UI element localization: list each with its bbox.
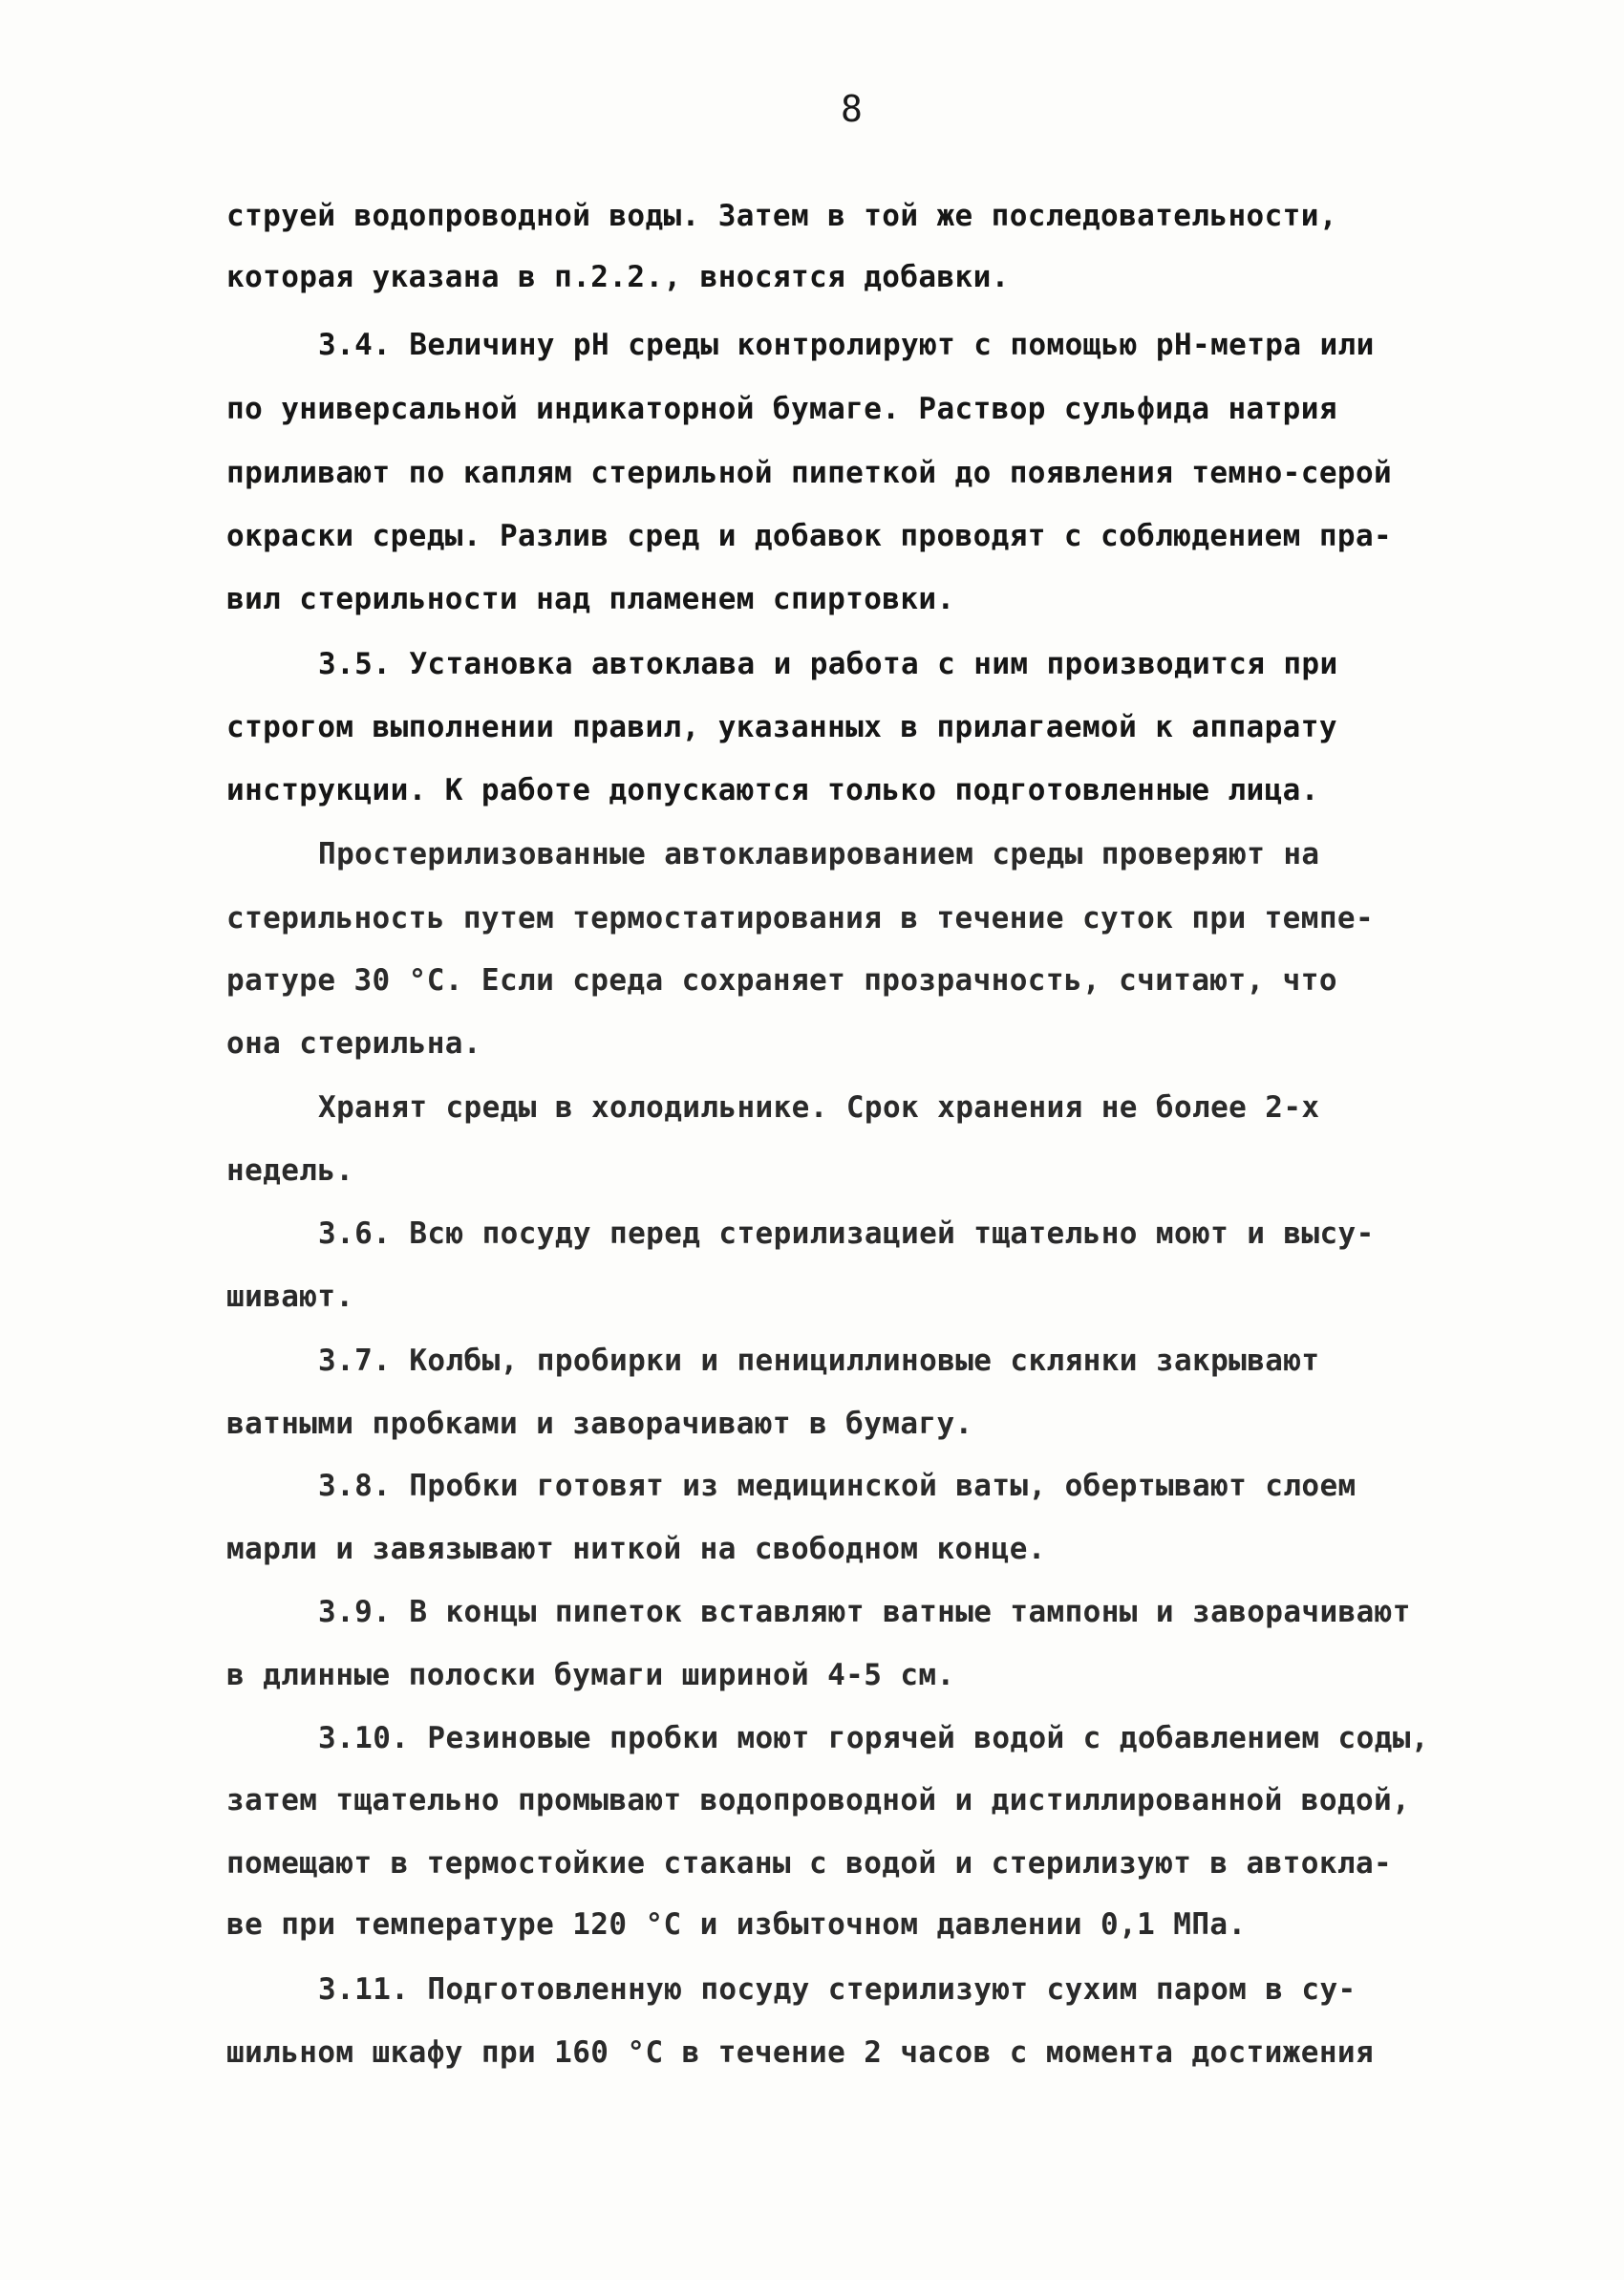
text-line: в длинные полоски бумаги шириной 4-5 см. [226, 1658, 955, 1692]
text-line: 3.9. В концы пипеток вставляют ватные тампоны и заворачивают [318, 1595, 1411, 1629]
text-line: шивают. [226, 1280, 354, 1314]
text-line: строгом выполнении правил, указанных в прилагаемой к аппарату [226, 710, 1337, 744]
text-line: ратуре 30 °С. Если среда сохраняет прозрачность, считают, что [226, 963, 1337, 998]
text-line: которая указана в п.2.2., вносятся добавки. [226, 260, 1010, 294]
text-line: ве при температуре 120 °С и избыточном давлении 0,1 МПа. [226, 1907, 1247, 1942]
text-line: затем тщательно промывают водопроводной и дистиллированной водой, [226, 1783, 1411, 1818]
text-line: помещают в термостойкие стаканы с водой и стерилизуют в автокла- [226, 1846, 1393, 1881]
text-line: марли и завязывают ниткой на свободном конце. [226, 1532, 1046, 1566]
text-line: она стерильна. [226, 1026, 481, 1061]
text-line: недель. [226, 1153, 354, 1188]
text-line: 3.11. Подготовленную посуду стерилизуют сухим паром в су- [318, 1972, 1357, 2007]
text-line: стерильность путем термостатирования в течение суток при темпе- [226, 901, 1375, 936]
text-line: 3.7. Колбы, пробирки и пенициллиновые склянки закрывают [318, 1344, 1320, 1378]
text-line: 3.4. Величину pH среды контролируют с помощью pH-метра или [318, 328, 1375, 362]
page-number: 8 [841, 88, 863, 130]
text-line: ватными пробками и заворачивают в бумагу. [226, 1407, 973, 1441]
text-line: приливают по каплям стерильной пипеткой до появления темно-серой [226, 456, 1393, 490]
text-line: 3.5. Установка автоклава и работа с ним производится при [318, 647, 1338, 681]
text-line: шильном шкафу при 160 °С в течение 2 часов с момента достижения [226, 2035, 1375, 2070]
text-line: 3.10. Резиновые пробки моют горячей водой с добавлением соды, [318, 1721, 1429, 1755]
text-line: струей водопроводной воды. Затем в той же последовательности, [226, 199, 1337, 233]
text-line: по универсальной индикаторной бумаге. Раствор сульфида натрия [226, 392, 1337, 426]
text-line: окраски среды. Разлив сред и добавок проводят с соблюдением пра- [226, 519, 1393, 553]
text-line: 3.6. Всю посуду перед стерилизацией тщательно моют и высу- [318, 1216, 1375, 1251]
text-line: вил стерильности над пламенем спиртовки. [226, 582, 955, 616]
text-line: Простерилизованные автоклавированием среды проверяют на [318, 837, 1320, 871]
text-line: Хранят среды в холодильнике. Срок хранения не более 2-х [318, 1090, 1320, 1125]
text-line: 3.8. Пробки готовят из медицинской ваты, обертывают слоем [318, 1469, 1357, 1503]
text-line: инструкции. К работе допускаются только подготовленные лица. [226, 773, 1319, 807]
